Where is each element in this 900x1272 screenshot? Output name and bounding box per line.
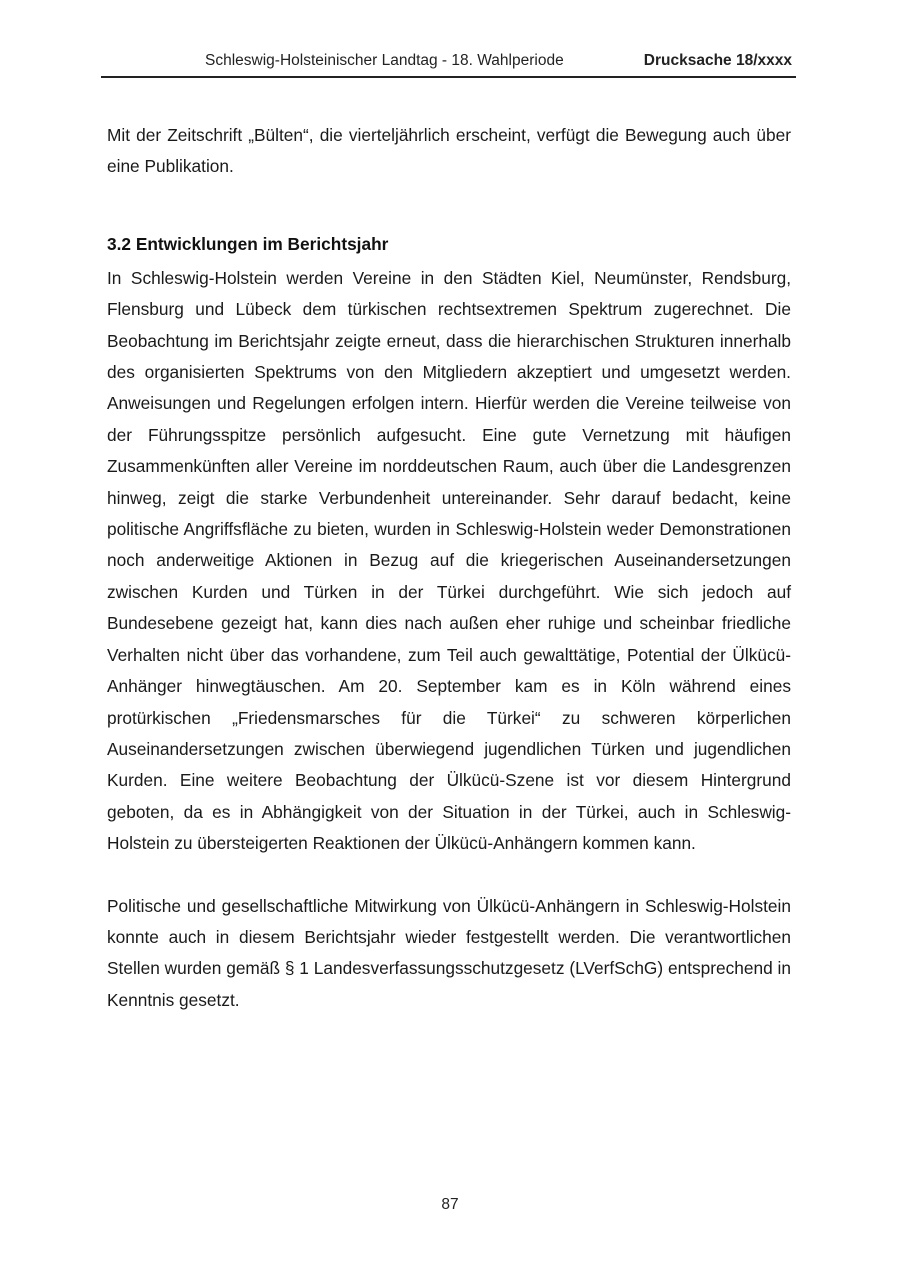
closing-paragraph: Politische und gesellschaftliche Mitwirkung von Ülkücü-Anhängern in Schleswig-Holstein konnte auch in diesem Berichtsjahr wieder festgestellt werden. Die verantwortlichen Stellen wurden gemäß § 1 Landesverfassungsschutzgesetz (LVerfSchG) entsprechend in Kenntnis gesetzt.: [107, 895, 791, 1010]
section-heading: 3.2 Entwicklungen im Berichtsjahr: [107, 233, 389, 254]
main-paragraph: In Schleswig-Holstein werden Vereine in den Städten Kiel, Neumünster, Rendsburg, Flensburg und Lübeck dem türkischen rechtsextremen Spektrum zugerechnet. Die Beobachtung im Berichtsjahr zeigte erneut, dass die hierarchischen Strukturen innerhalb des organisierten Spektrums von den Mitgliedern akzeptiert und umgesetzt werden. Anweisungen und Regelungen erfolgen intern. Hierfür werden die Vereine teilweise von der Führungsspitze persönlich aufgesucht. Eine gute Vernetzung mit häufigen Zusammenkünften aller Vereine im norddeutschen Raum, auch über die Landesgrenzen hinweg, zeigt die starke Verbundenheit untereinander. Sehr darauf bedacht, keine politische Angriffsfläche zu bieten, wurden in Schleswig-Holstein weder Demonstrationen noch anderweitige Aktionen in Bezug auf die kriegerischen Auseinandersetzungen zwischen Kurden und Türken in der Türkei durchgeführt. Wie sich jedoch auf Bundesebene gezeigt hat, kann dies nach außen eher ruhige und scheinbar friedliche Verhalten nicht über das vorhandene, zum Teil auch gewalttätige, Potential der Ülkücü-Anhänger hinwegtäuschen. Am 20. September kam es in Köln während eines protürkischen „Friedensmarsches für die Türkei“ zu schweren körperlichen Auseinandersetzungen zwischen überwiegend jugendlichen Türken und jugendlichen Kurden. Eine weitere Beobachtung der Ülkücü-Szene ist vor diesem Hintergrund geboten, da es in Abhängigkeit von der Situation in der Türkei, auch in Schleswig-Holstein zu übersteigerten Reaktionen der Ülkücü-Anhängern kommen kann.: [107, 267, 791, 854]
page-header: [101, 52, 796, 78]
page-number: 87: [441, 1196, 459, 1213]
page-content: [107, 120, 791, 1016]
document-reference: Drucksache 18/xxxx: [643, 52, 792, 69]
intro-paragraph: Mit der Zeitschrift „Bülten“, die vierteljährlich erscheint, verfügt die Bewegung auch über eine Publikation.: [107, 125, 791, 177]
header-title: Schleswig-Holsteinischer Landtag - 18. Wahlperiode: [205, 52, 564, 69]
